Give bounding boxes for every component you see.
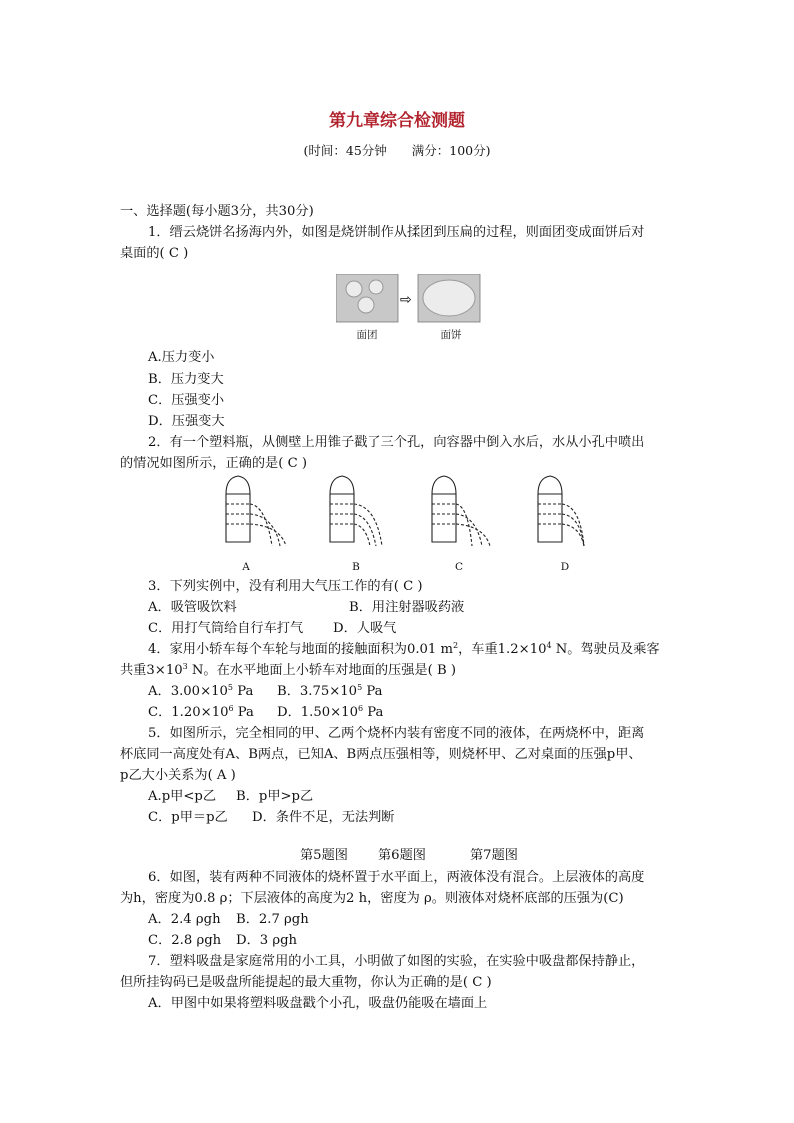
q1-stem-line2: 桌面的( C )	[120, 246, 189, 261]
q7-option-a: A．甲图中如果将塑料吸盘戳个小孔，吸盘仍能吸在墙面上	[148, 996, 488, 1011]
q1-option-a: A.压力变小	[148, 350, 215, 365]
q2-label-a: A	[242, 561, 250, 573]
q2-stem-line1: 2．有一个塑料瓶，从侧壁上用锥子戳了三个孔，向容器中倒入水后，水从小孔中喷出	[148, 435, 645, 450]
q4-option-d: D．$1.50\times 10^6$ Pa	[277, 704, 384, 720]
q3-option-c: C．用打气筒给自行车打气	[148, 621, 304, 636]
q1-label-pancake: 面饼	[440, 329, 462, 341]
q4-stem-line2: 共重$3\times 10^3$ N。在水平地面上小轿车对地面的压强是( B )	[120, 662, 456, 678]
q1-option-d: D．压强变大	[148, 414, 225, 429]
section-heading: 一、选择题(每小题3分，共30分)	[120, 204, 314, 219]
q6-option-c: C．2.8 ρgh	[148, 933, 222, 948]
q2-label-d: D	[560, 561, 570, 573]
q3-option-a: A．吸管吸饮料	[148, 600, 237, 615]
q6-stem-line2: 为h，密度为0.8 ρ；下层液体的高度为2 h，密度为 ρ。则液体对烧杯底部的压强为(C)	[120, 891, 624, 906]
q1-figure-dough	[336, 274, 482, 326]
q4-option-c: C．$1.20\times 10^6$ Pa	[148, 704, 254, 720]
caption-fig5: 第5题图	[300, 848, 348, 863]
q1-stem-line1: 1．缙云烧饼名扬海内外，如图是烧饼制作从揉团到压扁的过程，则面团变成面饼后对	[148, 225, 645, 240]
q5-option-c: C．p甲＝p乙	[148, 810, 228, 825]
caption-fig6: 第6题图	[378, 848, 426, 863]
q5-stem-line2: 杯底同一高度处有A、B两点，已知A、B两点压强相等，则烧杯甲、乙对桌面的压强p甲、	[120, 747, 642, 762]
q6-option-b: B．2.7 ρgh	[236, 912, 309, 927]
q2-bottles-figure	[222, 474, 602, 554]
q2-label-b: B	[352, 561, 360, 573]
q1-option-c: C．压强变小	[148, 393, 225, 408]
q5-stem-line1: 5．如图所示，完全相同的甲、乙两个烧杯内装有密度不同的液体，在两烧杯中，距离	[148, 726, 645, 741]
q1-label-dough: 面团	[356, 329, 378, 341]
q7-stem-line1: 7．塑料吸盘是家庭常用的小工具，小明做了如图的实验，在实验中吸盘都保持静止，	[148, 954, 645, 969]
q5-option-a: A.p甲<p乙	[148, 789, 217, 804]
q2-stem-line2: 的情况如图所示，正确的是( C )	[120, 456, 308, 471]
q3-option-b: B．用注射器吸药液	[349, 600, 465, 615]
q5-option-d: D．条件不足，无法判断	[252, 810, 395, 825]
q3-option-d: D．人吸气	[333, 621, 397, 636]
caption-fig7: 第7题图	[470, 848, 518, 863]
svg-text:⇨: ⇨	[400, 292, 412, 308]
exam-info: (时间：45分钟 满分：100分)	[303, 143, 491, 158]
q5-stem-line3: p乙大小关系为( A )	[120, 768, 236, 783]
q2-label-c: C	[454, 561, 464, 573]
page-title: 第九章综合检测题	[329, 111, 465, 131]
q4-option-a: A．$3.00\times 10^5$ Pa	[148, 683, 254, 699]
q6-option-d: D．3 ρgh	[236, 933, 298, 948]
q5-option-b: B．p甲>p乙	[236, 789, 314, 804]
q6-stem-line1: 6．如图，装有两种不同液体的烧杯置于水平面上，两液体没有混合。上层液体的高度	[148, 870, 645, 885]
q1-option-b: B．压力变大	[148, 372, 224, 387]
q6-option-a: A．2.4 ρgh	[148, 912, 221, 927]
q7-stem-line2: 但所挂钩码已是吸盘所能提起的最大重物，你认为正确的是( C )	[120, 975, 492, 990]
q4-option-b: B．$3.75\times 10^5$ Pa	[277, 683, 383, 699]
q4-stem-line1: 4．家用小轿车每个车轮与地面的接触面积为0.01 $m^2$，车重$1.2\times 10^4$ N。驾驶员及乘客	[148, 641, 660, 657]
q3-stem: 3．下列实例中，没有利用大气压工作的有( C )	[148, 579, 423, 594]
